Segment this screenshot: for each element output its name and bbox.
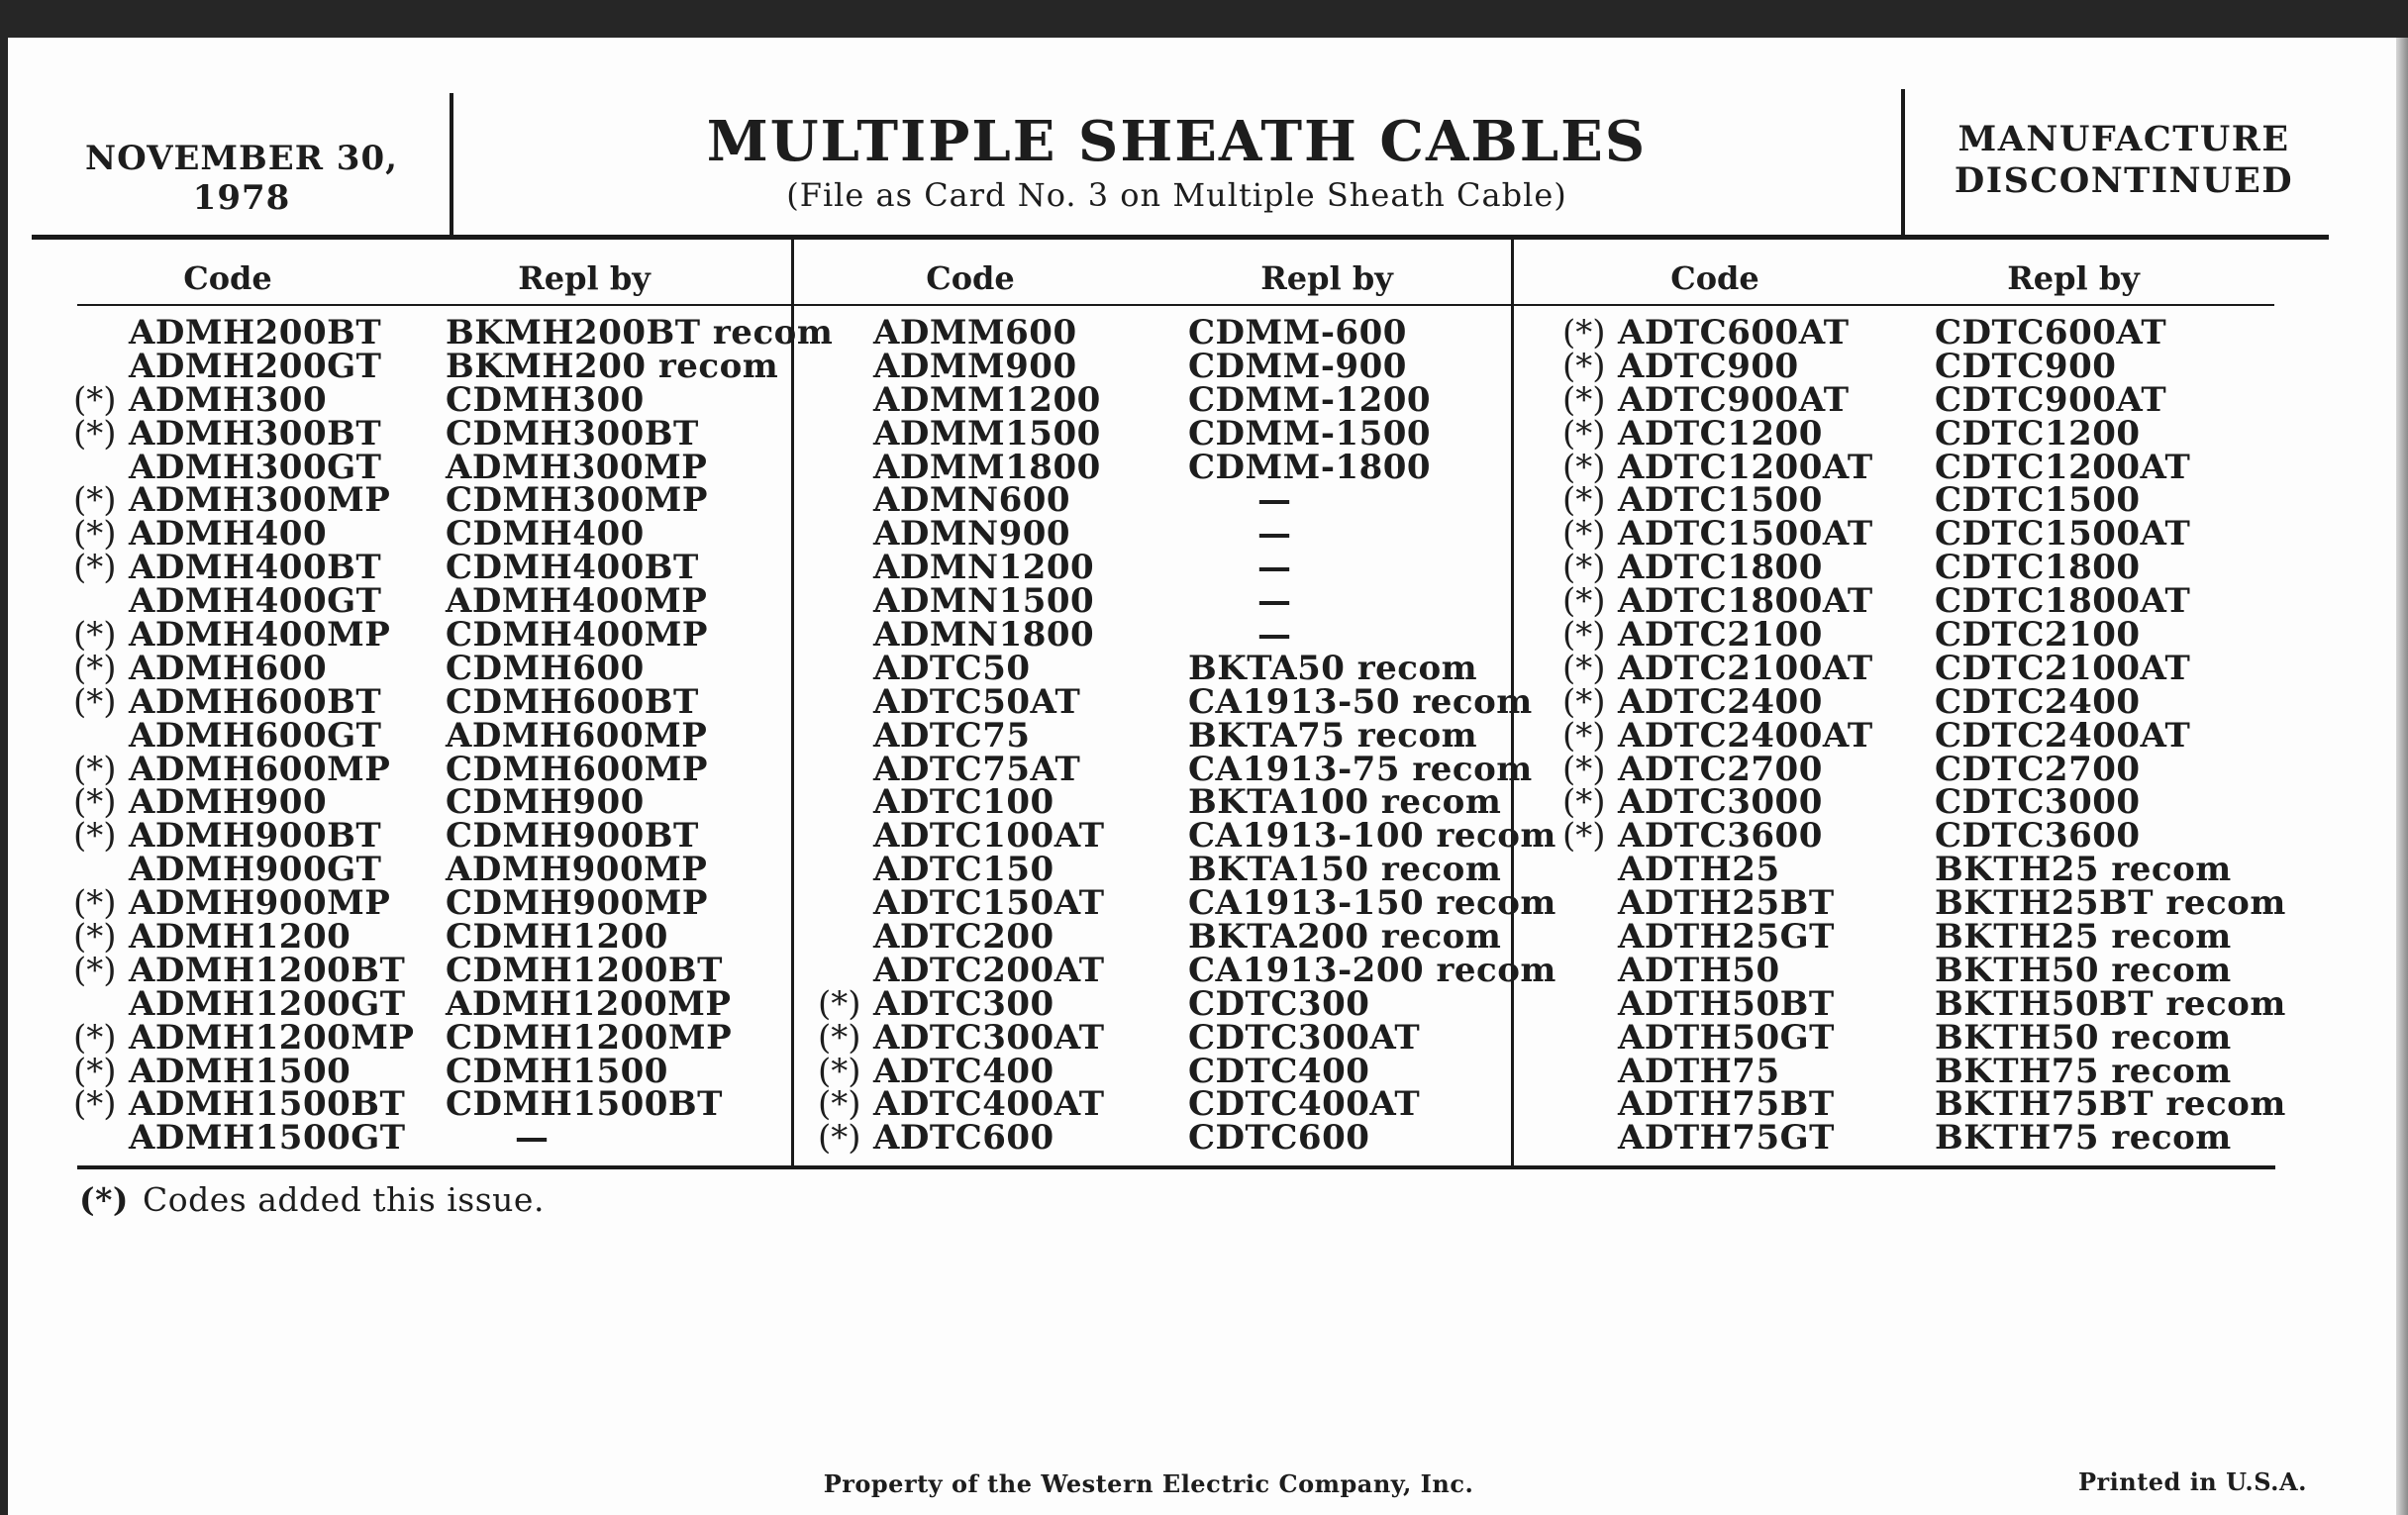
code-cell: ADTC1200AT xyxy=(1618,447,1873,487)
replacement-cell: — xyxy=(1257,581,1292,622)
code-cell: ADTC1800 xyxy=(1618,548,1823,588)
table-divider-1 xyxy=(791,240,794,1168)
added-marker: (*) xyxy=(73,1017,117,1058)
code-cell: ADTC50AT xyxy=(873,681,1081,722)
page-title: MULTIPLE SHEATH CABLES xyxy=(706,109,1648,174)
replacement-cell: CDTC1500 xyxy=(1935,480,2141,521)
added-marker: (*) xyxy=(73,1084,117,1125)
code-cell: ADMH1500BT xyxy=(129,1084,406,1125)
added-marker: (*) xyxy=(1562,782,1606,823)
code-cell: ADTC2700 xyxy=(1618,749,1823,789)
replacement-cell: ADMH400MP xyxy=(446,581,708,622)
card-edge-shadow xyxy=(2396,38,2408,1515)
code-cell: ADMH1500GT xyxy=(129,1118,406,1159)
replacement-cell: BKTH50 recom xyxy=(1935,950,2232,990)
replacement-cell: CDMH1500BT xyxy=(446,1084,723,1125)
replacement-cell: CDMH1200MP xyxy=(446,1017,733,1058)
replacement-cell: — xyxy=(1257,480,1292,521)
property-notice: Property of the Western Electric Company, Inc. xyxy=(823,1469,1474,1498)
code-cell: ADTH75 xyxy=(1618,1051,1780,1091)
code-cell: ADMH200BT xyxy=(129,313,382,353)
col-head-repl-1: Repl by xyxy=(518,259,651,297)
page-subtitle: (File as Card No. 3 on Multiple Sheath Cable) xyxy=(786,176,1567,214)
code-cell: ADTC400AT xyxy=(873,1084,1105,1125)
code-cell: ADMH300BT xyxy=(129,413,382,454)
added-marker: (*) xyxy=(73,950,117,990)
replacement-cell: CDMH600MP xyxy=(446,749,708,789)
code-cell: ADMH300 xyxy=(129,379,328,420)
replacement-cell: CDMH400BT xyxy=(446,548,699,588)
code-cell: ADTC400 xyxy=(873,1051,1054,1091)
column-head-rule-2 xyxy=(794,304,1511,306)
replacement-cell: BKTA100 recom xyxy=(1188,782,1502,823)
added-marker: (*) xyxy=(73,480,117,521)
replacement-cell: CDMH300BT xyxy=(446,413,699,454)
replacement-cell: CDMH900 xyxy=(446,782,645,823)
status-line-2: DISCONTINUED xyxy=(1954,160,2294,201)
replacement-cell: BKTA150 recom xyxy=(1188,850,1502,890)
replacement-cell: CDTC1800AT xyxy=(1935,581,2191,622)
replacement-cell: — xyxy=(1257,548,1292,588)
added-marker: (*) xyxy=(73,749,117,789)
table-bottom-rule xyxy=(77,1165,2275,1169)
col-head-code-2: Code xyxy=(926,259,1015,297)
replacement-cell: CDMH300 xyxy=(446,379,645,420)
code-cell: ADMH1200BT xyxy=(129,950,406,990)
replacement-cell: CA1913-150 recom xyxy=(1188,883,1556,924)
code-cell: ADMM1800 xyxy=(873,447,1101,487)
code-cell: ADTC600AT xyxy=(1618,313,1850,353)
added-marker: (*) xyxy=(73,681,117,722)
replacement-cell: — xyxy=(515,1118,550,1159)
code-cell: ADMN1500 xyxy=(873,581,1095,622)
replacement-cell: ADMH600MP xyxy=(446,715,708,756)
replacement-cell: BKTH75 recom xyxy=(1935,1118,2232,1159)
replacement-cell: CDTC400 xyxy=(1188,1051,1370,1091)
replacement-cell: BKMH200 recom xyxy=(446,346,779,386)
replacement-cell: CA1913-100 recom xyxy=(1188,816,1556,857)
replacement-cell: BKTH25BT recom xyxy=(1935,883,2286,924)
col-head-code-3: Code xyxy=(1670,259,1759,297)
code-cell: ADMH400MP xyxy=(129,615,391,656)
code-cell: ADMH400BT xyxy=(129,548,382,588)
column-head-rule-1 xyxy=(77,304,792,306)
replacement-cell: CDMM-900 xyxy=(1188,346,1407,386)
added-marker: (*) xyxy=(73,1051,117,1091)
replacement-cell: CA1913-200 recom xyxy=(1188,950,1556,990)
added-marker: (*) xyxy=(818,1084,861,1125)
added-marker: (*) xyxy=(818,983,861,1024)
replacement-cell: CDMH400MP xyxy=(446,615,708,656)
code-cell: ADTH25GT xyxy=(1618,917,1835,958)
footnote-marker: (*) xyxy=(79,1180,129,1219)
replacement-cell: CDMH900BT xyxy=(446,816,699,857)
replacement-cell: CDTC400AT xyxy=(1188,1084,1421,1125)
code-cell: ADMH1200MP xyxy=(129,1017,415,1058)
code-cell: ADTC100 xyxy=(873,782,1054,823)
added-marker: (*) xyxy=(818,1118,861,1159)
added-marker: (*) xyxy=(73,514,117,555)
code-cell: ADMH1500 xyxy=(129,1051,351,1091)
replacement-cell: CDMH1200BT xyxy=(446,950,723,990)
added-marker: (*) xyxy=(73,816,117,857)
code-cell: ADTC150 xyxy=(873,850,1054,890)
replacement-cell: CDTC300AT xyxy=(1188,1017,1421,1058)
added-marker: (*) xyxy=(1562,715,1606,756)
issue-date: NOVEMBER 30, 1978 xyxy=(85,139,398,218)
code-cell: ADTC2400AT xyxy=(1618,715,1873,756)
code-cell: ADTC900 xyxy=(1618,346,1799,386)
code-cell: ADTC2100 xyxy=(1618,615,1823,656)
added-marker: (*) xyxy=(1562,447,1606,487)
replacement-cell: CDMM-1200 xyxy=(1188,379,1432,420)
added-marker: (*) xyxy=(1562,581,1606,622)
code-cell: ADMH400 xyxy=(129,514,328,555)
header-divider-right xyxy=(1901,89,1905,236)
code-cell: ADMH900MP xyxy=(129,883,391,924)
code-cell: ADMM1500 xyxy=(873,413,1101,454)
code-cell: ADTC1800AT xyxy=(1618,581,1873,622)
replacement-cell: CDTC2400AT xyxy=(1935,715,2191,756)
code-cell: ADMH900BT xyxy=(129,816,382,857)
added-marker: (*) xyxy=(73,648,117,688)
code-cell: ADTC2100AT xyxy=(1618,648,1873,688)
code-cell: ADTC1500AT xyxy=(1618,514,1873,555)
replacement-cell: BKTA200 recom xyxy=(1188,917,1502,958)
code-cell: ADMH900 xyxy=(129,782,328,823)
code-cell: ADMH1200 xyxy=(129,917,351,958)
code-cell: ADMH600BT xyxy=(129,681,382,722)
added-marker: (*) xyxy=(1562,548,1606,588)
replacement-cell: CDTC300 xyxy=(1188,983,1370,1024)
code-cell: ADMN600 xyxy=(873,480,1071,521)
code-cell: ADTC200 xyxy=(873,917,1054,958)
footnote xyxy=(79,1180,545,1219)
added-marker: (*) xyxy=(1562,379,1606,420)
added-marker: (*) xyxy=(1562,313,1606,353)
added-marker: (*) xyxy=(1562,514,1606,555)
code-cell: ADTC75AT xyxy=(873,749,1081,789)
code-cell: ADMM900 xyxy=(873,346,1077,386)
replacement-cell: CDTC3600 xyxy=(1935,816,2141,857)
replacement-cell: CDMH900MP xyxy=(446,883,708,924)
status-notice xyxy=(1906,119,2342,202)
code-cell: ADTH50 xyxy=(1618,950,1780,990)
code-cell: ADTH75GT xyxy=(1618,1118,1835,1159)
replacement-cell: CDMM-1500 xyxy=(1188,413,1432,454)
code-cell: ADMH1200GT xyxy=(129,983,406,1024)
code-cell: ADMH300GT xyxy=(129,447,382,487)
code-cell: ADMH600GT xyxy=(129,715,382,756)
replacement-cell: BKTA50 recom xyxy=(1188,648,1478,688)
code-cell: ADTH25BT xyxy=(1618,883,1835,924)
code-cell: ADMH200GT xyxy=(129,346,382,386)
code-cell: ADTC300AT xyxy=(873,1017,1105,1058)
added-marker: (*) xyxy=(1562,480,1606,521)
replacement-cell: ADMH1200MP xyxy=(446,983,732,1024)
added-marker: (*) xyxy=(73,883,117,924)
replacement-cell: CDMH1200 xyxy=(446,917,668,958)
added-marker: (*) xyxy=(1562,648,1606,688)
replacement-cell: CDMH600 xyxy=(446,648,645,688)
code-cell: ADMN1800 xyxy=(873,615,1095,656)
replacement-cell: CDTC2700 xyxy=(1935,749,2141,789)
replacement-cell: ADMH900MP xyxy=(446,850,708,890)
replacement-cell: BKTH25 recom xyxy=(1935,917,2232,958)
added-marker: (*) xyxy=(73,548,117,588)
replacement-cell: BKTH75 recom xyxy=(1935,1051,2232,1091)
replacement-cell: CDMM-1800 xyxy=(1188,447,1432,487)
code-cell: ADTH50BT xyxy=(1618,983,1835,1024)
code-cell: ADTC75 xyxy=(873,715,1031,756)
col-head-code-1: Code xyxy=(183,259,272,297)
replacement-cell: CDTC3000 xyxy=(1935,782,2141,823)
code-cell: ADTC100AT xyxy=(873,816,1105,857)
added-marker: (*) xyxy=(818,1017,861,1058)
replacement-cell: CDMH600BT xyxy=(446,681,699,722)
replacement-cell: BKTH75BT recom xyxy=(1935,1084,2286,1125)
replacement-cell: CDTC1500AT xyxy=(1935,514,2191,555)
code-cell: ADTC900AT xyxy=(1618,379,1850,420)
added-marker: (*) xyxy=(73,615,117,656)
replacement-cell: CDTC900 xyxy=(1935,346,2117,386)
added-marker: (*) xyxy=(1562,749,1606,789)
replacement-cell: BKMH200BT recom xyxy=(446,313,834,353)
replacement-cell: CDTC1200AT xyxy=(1935,447,2191,487)
code-cell: ADTH25 xyxy=(1618,850,1780,890)
replacement-cell: CDTC2100 xyxy=(1935,615,2141,656)
col-head-repl-2: Repl by xyxy=(1260,259,1393,297)
replacement-cell: CA1913-75 recom xyxy=(1188,749,1533,789)
replacement-cell: CA1913-50 recom xyxy=(1188,681,1533,722)
added-marker: (*) xyxy=(73,782,117,823)
replacement-cell: BKTA75 recom xyxy=(1188,715,1478,756)
column-head-rule-3 xyxy=(1514,304,2274,306)
code-cell: ADTC150AT xyxy=(873,883,1105,924)
replacement-cell: CDTC1800 xyxy=(1935,548,2141,588)
replacement-cell: CDTC600AT xyxy=(1935,313,2167,353)
code-cell: ADTC1500 xyxy=(1618,480,1823,521)
replacement-cell: BKTH50BT recom xyxy=(1935,983,2286,1024)
code-cell: ADMM1200 xyxy=(873,379,1101,420)
added-marker: (*) xyxy=(818,1051,861,1091)
code-cell: ADTC3600 xyxy=(1618,816,1823,857)
replacement-cell: CDTC600 xyxy=(1188,1118,1370,1159)
code-cell: ADTH50GT xyxy=(1618,1017,1835,1058)
printed-notice: Printed in U.S.A. xyxy=(2077,1467,2307,1496)
replacement-cell: ADMH300MP xyxy=(446,447,708,487)
added-marker: (*) xyxy=(1562,816,1606,857)
added-marker: (*) xyxy=(73,413,117,454)
code-cell: ADTC2400 xyxy=(1618,681,1823,722)
code-cell: ADTH75BT xyxy=(1618,1084,1835,1125)
replacement-cell: CDTC1200 xyxy=(1935,413,2141,454)
added-marker: (*) xyxy=(1562,615,1606,656)
code-cell: ADTC1200 xyxy=(1618,413,1823,454)
status-line-1: MANUFACTURE xyxy=(1957,119,2290,159)
code-cell: ADMN900 xyxy=(873,514,1071,555)
replacement-cell: CDMM-600 xyxy=(1188,313,1407,353)
replacement-cell: BKTH50 recom xyxy=(1935,1017,2232,1058)
replacement-cell: CDTC900AT xyxy=(1935,379,2167,420)
added-marker: (*) xyxy=(1562,413,1606,454)
replacement-cell: BKTH25 recom xyxy=(1935,850,2232,890)
code-cell: ADMH300MP xyxy=(129,480,391,521)
code-cell: ADMN1200 xyxy=(873,548,1095,588)
replacement-cell: — xyxy=(1257,514,1292,555)
replacement-cell: CDTC2400 xyxy=(1935,681,2141,722)
replacement-cell: CDMH400 xyxy=(446,514,645,555)
code-cell: ADTC3000 xyxy=(1618,782,1823,823)
code-cell: ADTC600 xyxy=(873,1118,1054,1159)
code-cell: ADMH600 xyxy=(129,648,328,688)
added-marker: (*) xyxy=(1562,681,1606,722)
code-cell: ADMH600MP xyxy=(129,749,391,789)
col-head-repl-3: Repl by xyxy=(2007,259,2140,297)
added-marker: (*) xyxy=(1562,346,1606,386)
code-cell: ADMH400GT xyxy=(129,581,382,622)
replacement-cell: CDTC2100AT xyxy=(1935,648,2191,688)
replacement-cell: CDMH300MP xyxy=(446,480,708,521)
code-cell: ADTC300 xyxy=(873,983,1054,1024)
replacement-cell: — xyxy=(1257,615,1292,656)
replacement-cell: CDMH1500 xyxy=(446,1051,668,1091)
code-cell: ADMH900GT xyxy=(129,850,382,890)
footnote-text: Codes added this issue. xyxy=(143,1180,545,1219)
code-cell: ADMM600 xyxy=(873,313,1077,353)
added-marker: (*) xyxy=(73,917,117,958)
header-rule xyxy=(32,235,2329,240)
code-cell: ADTC200AT xyxy=(873,950,1105,990)
added-marker: (*) xyxy=(73,379,117,420)
code-cell: ADTC50 xyxy=(873,648,1031,688)
